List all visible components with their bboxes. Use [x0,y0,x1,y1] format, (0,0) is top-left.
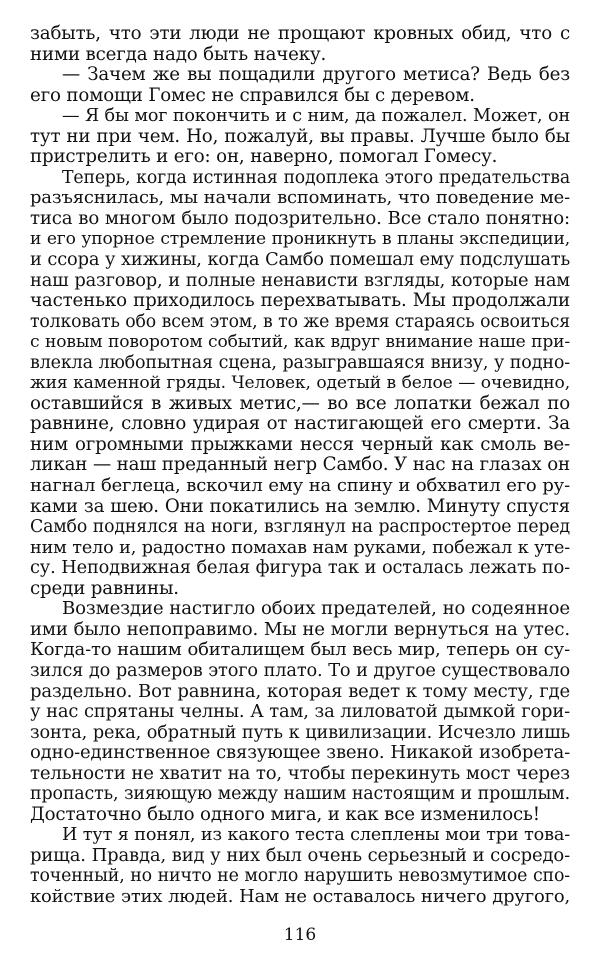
text-line: рища. Правда, вид у них был очень серьезный и сосредо- [30,844,570,866]
text-line: и ссора у хижины, когда Самбо помешал ему подслушать [30,249,570,271]
text-line: Теперь, когда истинная подоплека этого предательства [62,167,570,188]
text-line: его помощи Гомес не справился бы с деревом. [30,84,475,106]
text-line: Достаточно было одного мига, и как все изменилось! [30,803,540,825]
text-line: влекла любопытная сцена, разыгравшаяся внизу, у подно- [30,352,570,373]
text-line: зился до размеров этого плато. То и другое существовало [30,660,570,681]
text-line: тут ни при чем. Но, пожалуй, вы правы. Лучше было бы [30,125,570,147]
text-line: Самбо поднялся на ноги, взглянул на распростертое перед [30,517,570,538]
text-line: ими было непоправимо. Мы не могли вернуться на утес. [30,618,570,640]
text-line: частенько приходилось перехватывать. Мы продолжали [30,290,570,312]
body-text [30,24,570,908]
text-line: с новым поворотом событий, как вдруг внимание наше при- [30,332,570,353]
text-line: тиса во многом было подозрительно. Все стало понятно: [30,207,570,229]
text-line: ками за шею. Они покатились на землю. Минуту спустя [30,495,570,517]
text-line: И тут я понял, из какого теста слеплены мои три това- [62,825,570,846]
text-line: тельности не хватит на то, чтобы перекинуть мост через [30,762,570,784]
text-line: у нас спрятаны челны. А там, за лиловатой дымкой гори- [30,701,570,723]
text-line: среди равнины. [30,577,179,599]
text-line: нагнал беглеца, вскочил ему на спину и обхватил его ру- [30,475,570,497]
text-line: и его упорное стремление проникнуть в планы экспедиции, [30,229,570,250]
text-line: пропасть, зияющую между нашим настоящим и прошлым. [30,784,570,805]
text-line: толковать обо всем этом, в то же время стараясь освоиться [30,311,570,332]
text-line: пристрелить и его: он, наверно, помогал Гомесу. [30,146,498,168]
page-number: 116 [283,925,317,945]
text-line: разъяснилась, мы начали вспоминать, что поведение ме- [30,187,570,209]
text-line: — Зачем же вы пощадили другого метиса? Ведь без [62,64,570,86]
text-line: ним огромными прыжками несся черный как смоль ве- [30,433,570,455]
text-line: одно-единственное связующее звено. Никакой изобрета- [30,742,570,764]
text-line: жия каменной гряды. Человек, одетый в белое — очевидно, [30,373,570,394]
text-line: ними всегда надо быть начеку. [30,43,327,65]
text-line: су. Неподвижная белая фигура так и осталась лежать по- [30,558,570,579]
text-line: раздельно. Вот равнина, которая ведет к тому месту, где [30,680,570,702]
text-line: зонта, река, обратный путь к цивилизации. Исчезло лишь [30,722,570,743]
text-line: койствие этих людей. Нам не оставалось ничего другого, [30,885,570,907]
text-line: наш разговор, и полные ненависти взгляды, которые нам [30,269,570,291]
text-line: — Я бы мог покончить и с ним, да пожалел. Может, он [62,106,570,127]
text-line: Когда-то нашим обиталищем был весь мир, теперь он су- [30,639,570,661]
text-line: ликан — наш преданный негр Самбо. У нас на глазах он [30,454,570,476]
text-line: оставшийся в живых метис,— во все лопатки бежал по [30,392,570,414]
text-line: Возмездие настигло обоих предателей, но содеянное [62,598,570,620]
text-line: равнине, словно удирая от настигающей его смерти. За [30,413,570,435]
text-line: забыть, что эти люди не прощают кровных обид, что с [30,23,570,44]
text-line: ним тело и, радостно помахав нам руками, побежал к уте- [30,537,570,558]
text-line: точенный, но ничто не могло нарушить невозмутимое спо- [30,866,570,887]
